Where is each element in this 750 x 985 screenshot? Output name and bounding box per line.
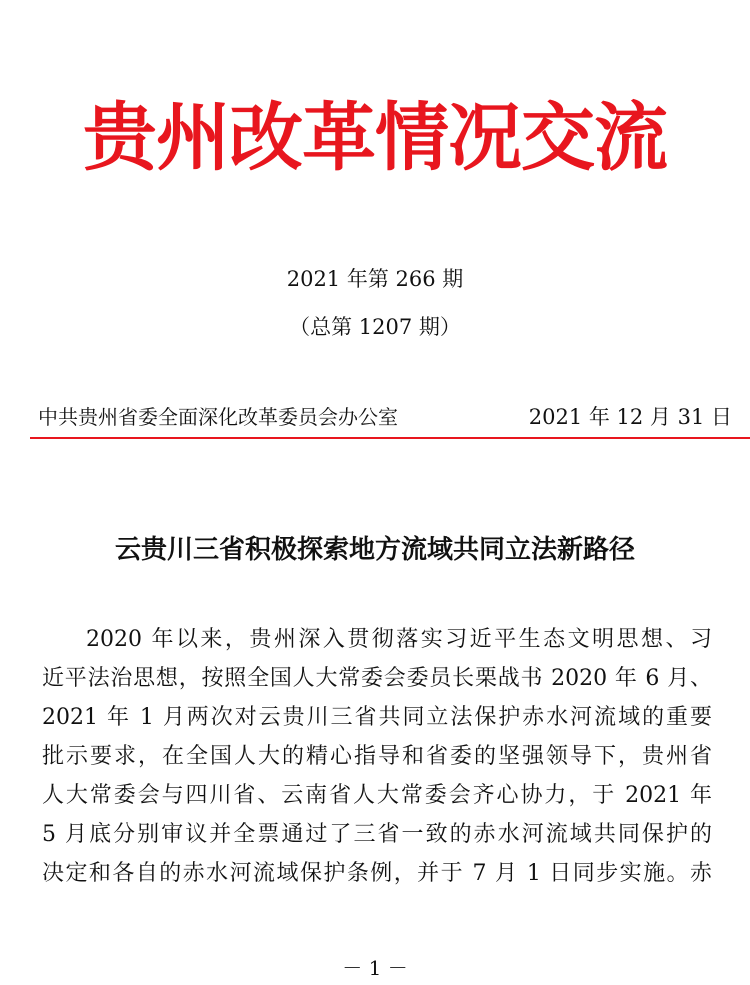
issuing-office: 中共贵州省委全面深化改革委员会办公室 (38, 405, 398, 429)
red-divider (30, 437, 750, 439)
masthead-title: 贵州改革情况交流 (83, 95, 667, 181)
body-line: 2021 年 1 月两次对云贵川三省共同立法保护赤水河流域的重要 (42, 705, 712, 730)
body-line: 2020 年以来，贵州深入贯彻落实习近平生态文明思想、习 (86, 627, 712, 652)
issue-number: 2021 年第 266 期 (286, 267, 464, 291)
body-line: 近平法治思想，按照全国人大常委会委员长栗战书 2020 年 6 月、 (42, 666, 712, 691)
page-number: － 1 － (342, 956, 408, 980)
issue-date: 2021 年 12 月 31 日 (528, 405, 732, 429)
article-title: 云贵川三省积极探索地方流域共同立法新路径 (114, 535, 635, 565)
article-body (42, 620, 712, 893)
body-line: 人大常委会与四川省、云南省人大常委会齐心协力，于 2021 年 (42, 783, 712, 808)
body-line: 5 月底分别审议并全票通过了三省一致的赤水河流域共同保护的 (42, 822, 712, 847)
body-line: 决定和各自的赤水河流域保护条例，并于 7 月 1 日同步实施。赤 (42, 861, 712, 886)
body-line: 批示要求，在全国人大的精心指导和省委的坚强领导下，贵州省 (42, 744, 712, 769)
issue-total-number: （总第 1207 期） (289, 315, 461, 339)
